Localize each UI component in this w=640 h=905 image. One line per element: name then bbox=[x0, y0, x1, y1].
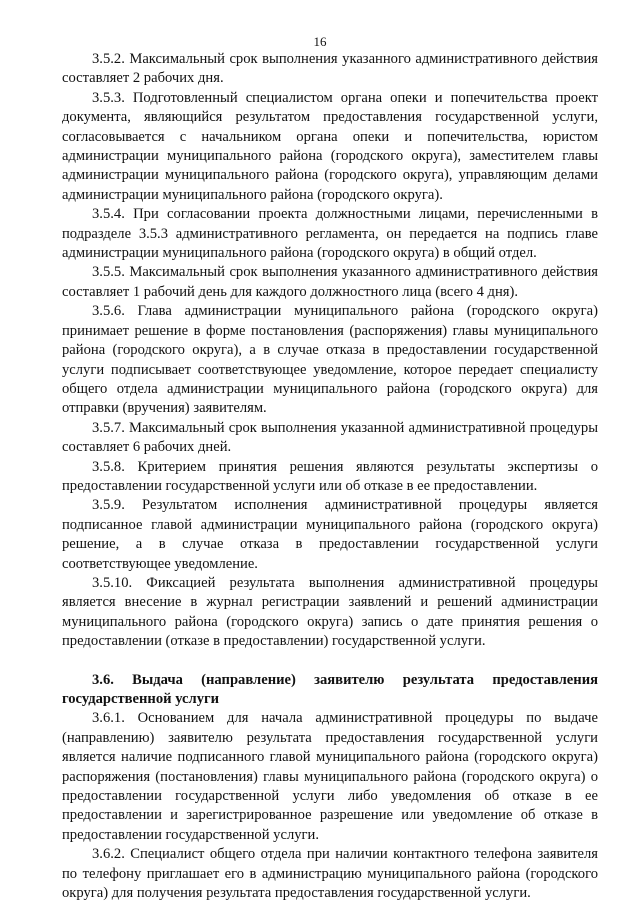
paragraph-3-5-4: 3.5.4. При согласовании проекта должностными лицами, перечисленными в подразделе 3.5.3 административного регламента, он передается на подпись главе администрации муниципального района (городского округа) в общий отдел. bbox=[62, 206, 598, 262]
page-number: 16 bbox=[313, 34, 327, 49]
section-heading-3-6: 3.6. Выдача (направление) заявителю результата предоставления государственной услуги bbox=[62, 671, 598, 707]
paragraph-3-5-7: 3.5.7. Максимальный срок выполнения указанной административной процедуры составляет 6 рабочих дней. bbox=[62, 419, 598, 456]
paragraph-3-5-10: 3.5.10. Фиксацией результата выполнения административной процедуры является внесение в журнал регистрации заявлений и решений администрации муниципального района (городского округа) запись о дате принятия решения о предоставлении (отказе в предоставлении) государственной услуги. bbox=[62, 574, 598, 650]
paragraph-3-5-9: 3.5.9. Результатом исполнения административной процедуры является подписанное главой администрации муниципального района (городского округа) решение, а в случае отказа в предоставлении государственной услуги соответствующее уведомление. bbox=[62, 497, 598, 572]
paragraph-3-5-5: 3.5.5. Максимальный срок выполнения указанного административного действия составляет 1 рабочий день для каждого должностного лица (всего 4 дня). bbox=[62, 264, 598, 300]
document-body bbox=[62, 50, 598, 903]
paragraph-3-5-3: 3.5.3. Подготовленный специалистом органа опеки и попечительства проект документа, являющийся результатом предоставления государственной услуги, согласовывается с начальником органа опеки и попечительства, юристом администрации муниципального района (городского округа), заместителем главы администрации муниципального района (городского округа), управляющим делами администрации муниципального района (городского округа). bbox=[62, 89, 598, 203]
paragraph-3-5-2: 3.5.2. Максимальный срок выполнения указанного административного действия составляет 2 рабочих дня. bbox=[62, 51, 598, 87]
paragraph-3-6-2: 3.6.2. Специалист общего отдела при наличии контактного телефона заявителя по телефону приглашает его в администрацию муниципального района (городского округа) для получения результата предоставления государственной услуги. bbox=[62, 846, 598, 902]
paragraph-3-5-6: 3.5.6. Глава администрации муниципального района (городского округа) принимает решение в форме постановления (распоряжения) главы муниципального района (городского округа), а в случае отказа в предоставлении государственной услуги подписывает соответствующее уведомление, которое передает специалисту общего отдела администрации муниципального района (городского округа) для отправки (вручения) заявителям. bbox=[62, 303, 598, 417]
paragraph-3-6-1: 3.6.1. Основанием для начала административной процедуры по выдаче (направлению) заявителю результата предоставления государственной услуги является наличие подписанного главой муниципального района (городского округа) распоряжения (постановления) главы муниципального района (городского округа) о предоставлении государственной услуги либо уведомления об отказе в ее предоставлении и зарегистрированное разрешение или уведомление об отказе в предоставлении государственной услуги. bbox=[62, 710, 598, 843]
section-spacer bbox=[62, 652, 598, 671]
paragraph-3-5-8: 3.5.8. Критерием принятия решения являются результаты экспертизы о предоставлении государственной услуги или об отказе в ее предоставлении. bbox=[62, 458, 598, 494]
